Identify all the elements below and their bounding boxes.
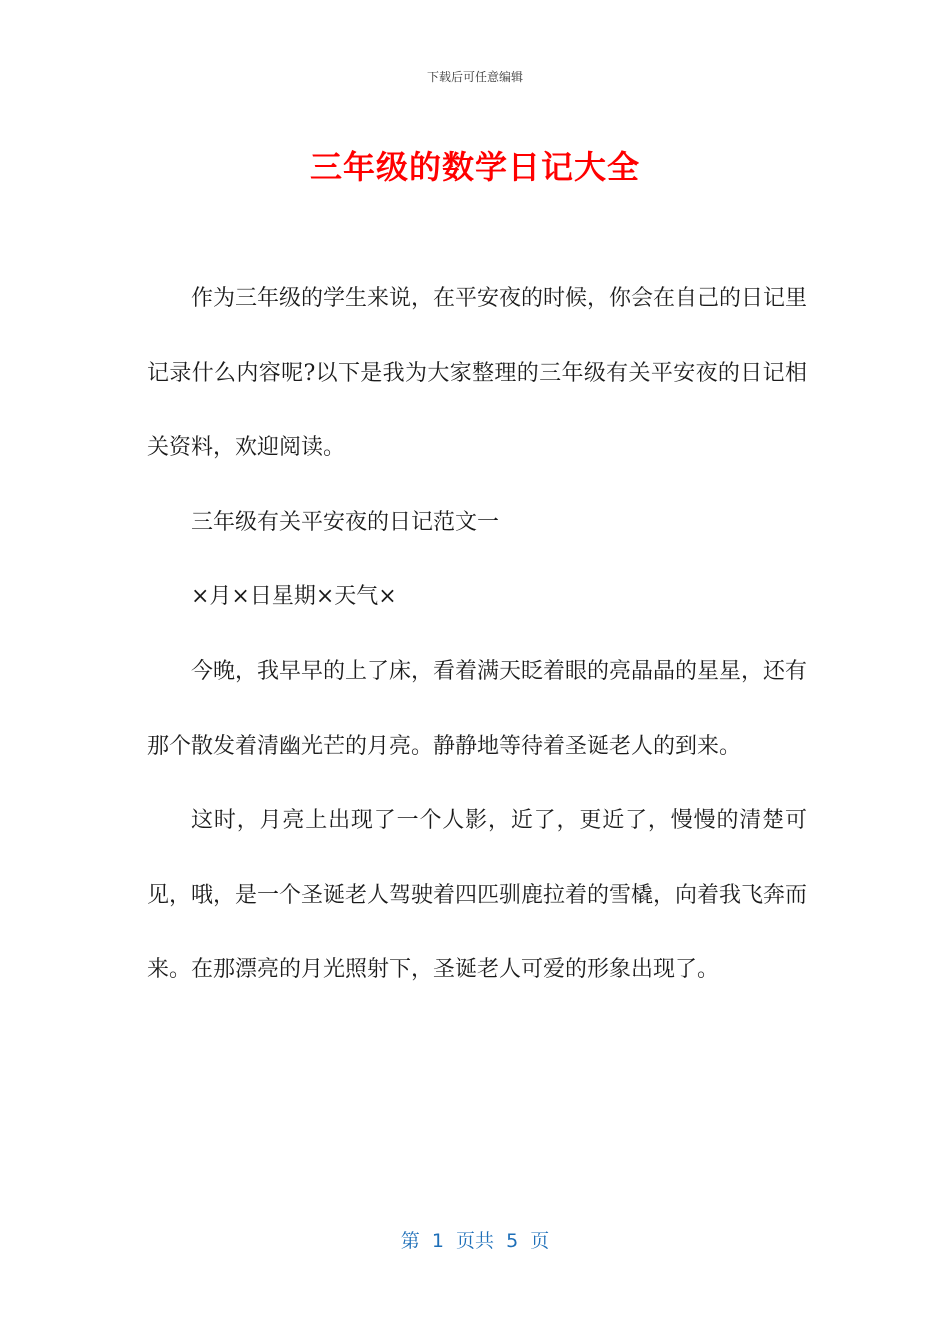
paragraph-intro: 作为三年级的学生来说，在平安夜的时候，你会在自己的日记里记录什么内容呢?以下是我为大家整理的三年级有关平安夜的日记相关资料，欢迎阅读。 — [147, 286, 808, 461]
document-body — [147, 262, 807, 1008]
paragraph-date-line: ×月×日星期×天气× — [191, 584, 397, 610]
paragraph-tonight: 今晚，我早早的上了床，看着满天眨着眼的亮晶晶的星星，还有那个散发着清幽光芒的月亮。静静地等待着圣诞老人的到来。 — [147, 658, 808, 759]
header-note: 下载后可任意编辑 — [426, 70, 523, 84]
paragraph-moon-figure: 这时，月亮上出现了一个人影，近了，更近了，慢慢的清楚可见，哦，是一个圣诞老人驾驶着四匹驯鹿拉着的雪橇，向着我飞奔而来。在那漂亮的月光照射下，圣诞老人可爱的形象出现了。 — [147, 808, 808, 983]
page-number-footer: 第 1 页共 5 页 — [400, 1230, 550, 1252]
paragraph-section-heading: 三年级有关平安夜的日记范文一 — [191, 509, 500, 535]
document-title: 三年级的数学日记大全 — [309, 148, 640, 186]
